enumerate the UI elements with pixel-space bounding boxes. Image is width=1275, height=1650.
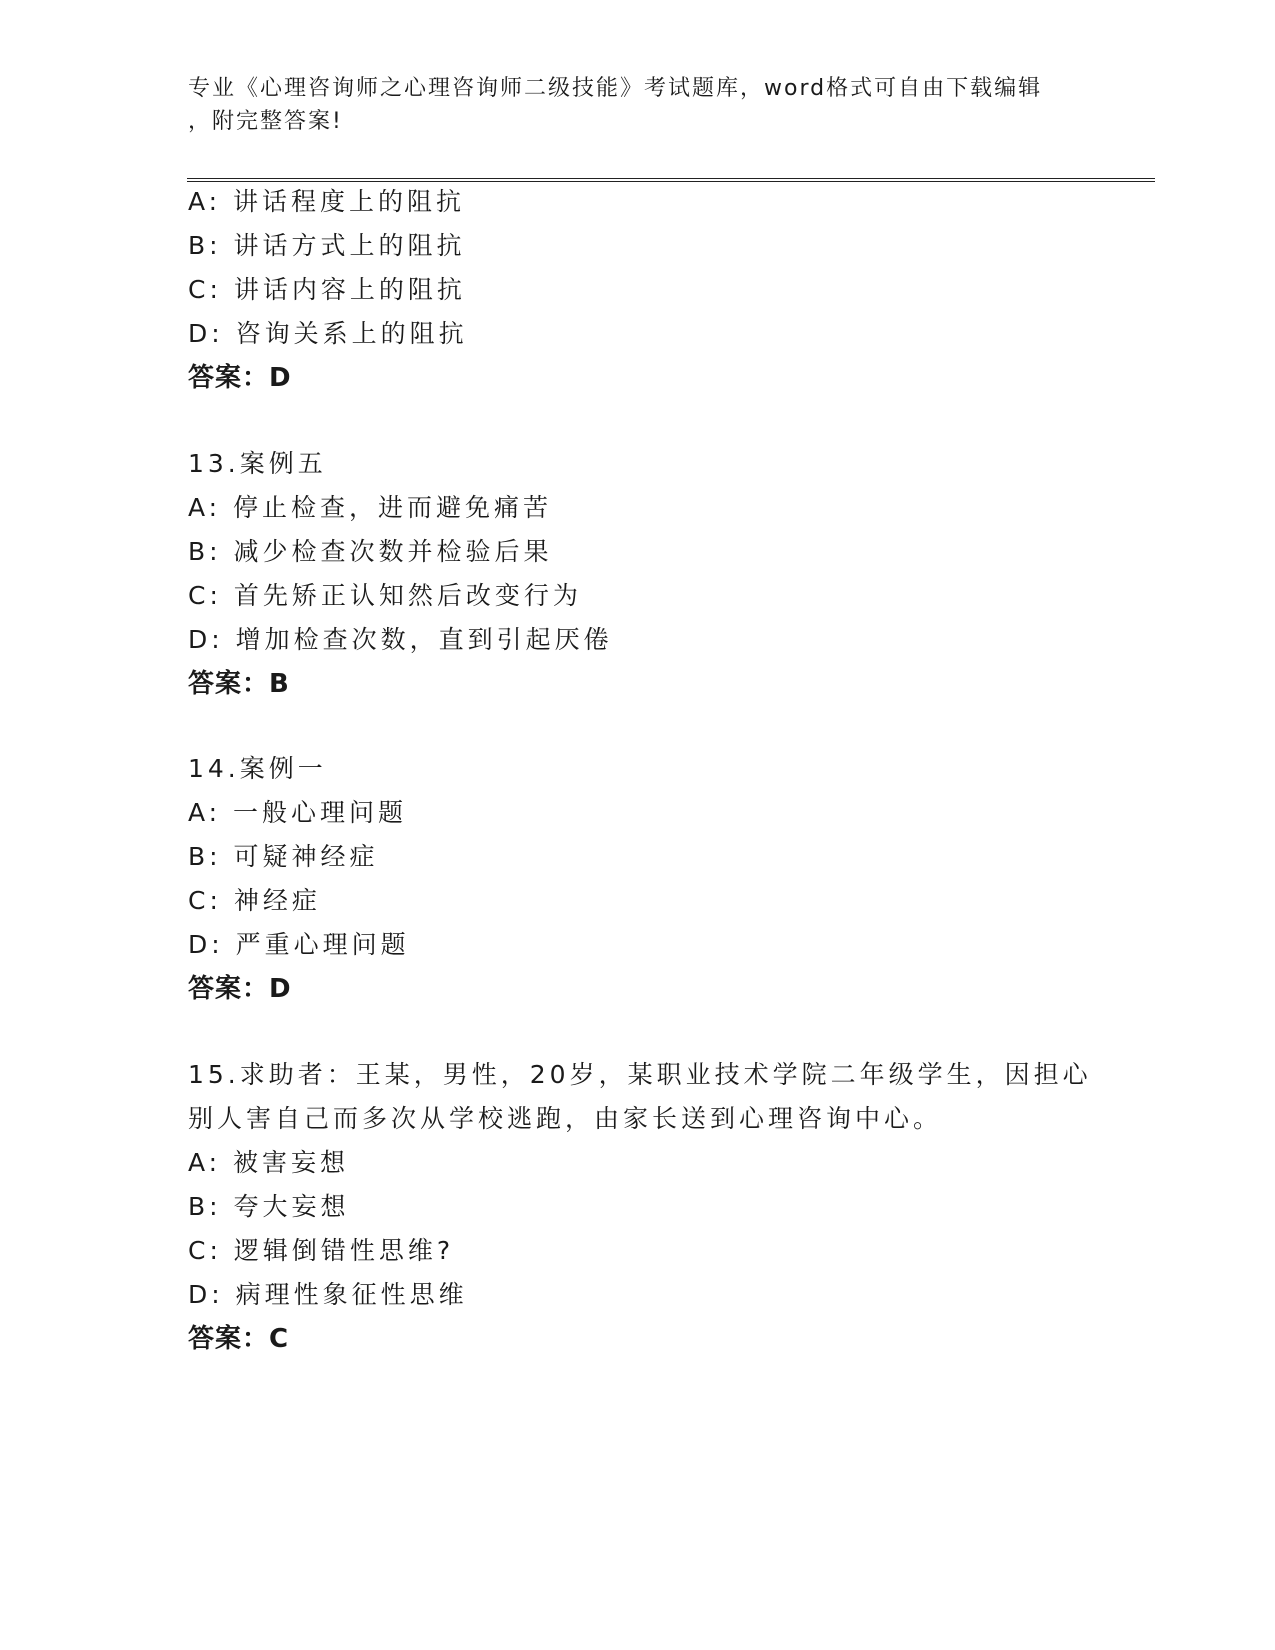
q13-option-c: C: 首先矫正认知然后改变行为 (188, 581, 582, 610)
q15-answer: 答案：C (188, 1324, 290, 1354)
q14-option-b: B: 可疑神经症 (188, 842, 379, 871)
header-line-1: 专业《心理咨询师之心理咨询师二级技能》考试题库，word格式可自由下载编辑 (188, 76, 1043, 101)
q15-option-c: C: 逻辑倒错性思维? (188, 1236, 455, 1265)
q12-option-b: B: 讲话方式上的阻抗 (188, 231, 466, 260)
q15-title-line-2: 别人害自己而多次从学校逃跑，由家长送到心理咨询中心。 (188, 1104, 943, 1133)
q12-option-a: A: 讲话程度上的阻抗 (188, 187, 466, 216)
q15-option-d: D: 病理性象征性思维 (188, 1280, 468, 1309)
header-divider (187, 178, 1155, 182)
q14-option-c: C: 神经症 (188, 886, 321, 915)
q13-option-a: A: 停止检查，进而避免痛苦 (188, 493, 553, 522)
q13-option-d: D: 增加检查次数，直到引起厌倦 (188, 625, 613, 654)
q14-title: 14.案例一 (188, 754, 327, 783)
q13-option-b: B: 减少检查次数并检验后果 (188, 537, 553, 566)
q15-option-a: A: 被害妄想 (188, 1148, 350, 1177)
q14-answer: 答案：D (188, 974, 292, 1004)
q13-answer: 答案：B (188, 669, 290, 699)
header-line-2: ，附完整答案! (188, 109, 343, 134)
q15-title-line-1: 15.求助者：王某，男性，20岁，某职业技术学院二年级学生，因担心 (188, 1060, 1092, 1089)
q12-answer: 答案：D (188, 363, 292, 393)
q15-option-b: B: 夸大妄想 (188, 1192, 350, 1221)
q12-option-d: D: 咨询关系上的阻抗 (188, 319, 468, 348)
q12-option-c: C: 讲话内容上的阻抗 (188, 275, 466, 304)
document-header (188, 72, 1088, 138)
q13-title: 13.案例五 (188, 449, 327, 478)
q14-option-d: D: 严重心理问题 (188, 930, 410, 959)
q14-option-a: A: 一般心理问题 (188, 798, 408, 827)
